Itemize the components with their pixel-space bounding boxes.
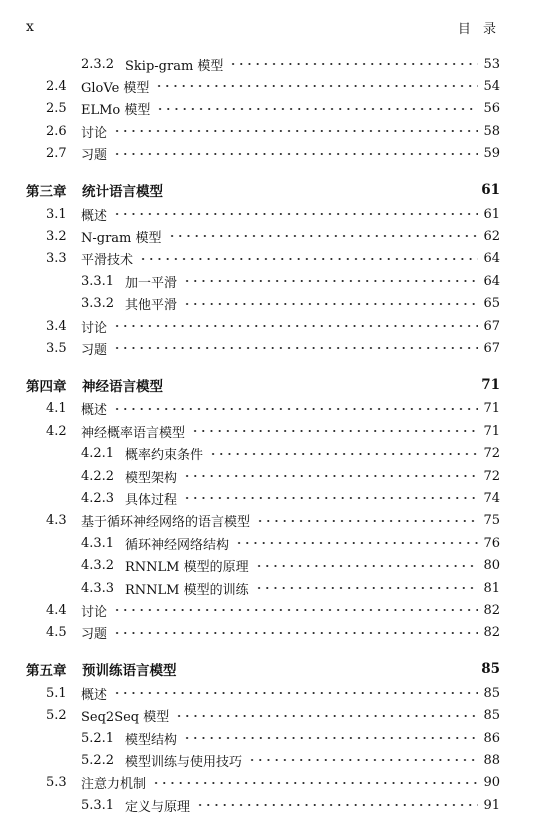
toc-entry-section[interactable] (0, 316, 546, 336)
toc-entry-number: 5.2 (46, 708, 67, 724)
toc-entry-page: 65 (483, 296, 500, 312)
toc-entry-section[interactable] (0, 683, 546, 703)
toc-entry-page: 54 (483, 78, 500, 94)
toc-entry-section[interactable] (0, 600, 546, 620)
toc-entry-number: 4.3.3 (81, 580, 115, 596)
toc-entry-page: 61 (483, 206, 500, 222)
toc-entry-number: 2.5 (46, 101, 67, 117)
toc-entry-title: 模型训练与使用技巧 (125, 754, 243, 770)
dot-leader (235, 538, 478, 548)
toc-entry-section[interactable] (0, 144, 546, 164)
toc-entry-title: 概述 (81, 208, 108, 224)
dot-leader (248, 755, 478, 765)
toc-entry-number: 4.2.1 (81, 446, 115, 462)
toc-entry-page: 80 (483, 558, 500, 574)
toc-entry-page: 71 (483, 401, 500, 417)
toc-entry-page: 56 (483, 101, 500, 117)
toc-entry-number: 3.2 (46, 228, 67, 244)
toc-entry-section[interactable] (0, 773, 546, 793)
toc-entry-title: 基于循环神经网络的语言模型 (81, 515, 251, 531)
toc-entry-subsection[interactable] (0, 466, 546, 486)
toc-entry-title: 神经概率语言模型 (81, 425, 186, 441)
dot-leader (196, 800, 478, 810)
toc-entry-section[interactable] (0, 249, 546, 269)
toc-entry-subsection[interactable] (0, 578, 546, 598)
dot-leader (168, 231, 478, 241)
toc-entry-number: 4.2.3 (81, 490, 115, 506)
toc-entry-section[interactable] (0, 121, 546, 141)
dot-leader (139, 254, 478, 264)
dot-leader (191, 426, 478, 436)
toc-entry-page: 85 (481, 661, 500, 678)
dot-leader (183, 493, 478, 503)
toc-entry-title: 概述 (81, 687, 108, 703)
toc-entry-title: 定义与原理 (125, 799, 191, 815)
toc-entry-number: 4.3 (46, 513, 67, 529)
toc-entry-number: 5.3.1 (81, 797, 115, 813)
dot-leader (183, 733, 478, 743)
dot-leader (152, 778, 478, 788)
toc-entry-number: 第三章 (26, 184, 67, 200)
dot-leader (209, 449, 478, 459)
toc-entry-number: 4.3.2 (81, 558, 115, 574)
toc-entry-title: 模型架构 (125, 470, 178, 486)
dot-leader (113, 343, 478, 353)
toc-entry-title: 习题 (81, 627, 108, 643)
toc-entry-page: 81 (483, 580, 500, 596)
toc-entry-number: 5.1 (46, 685, 67, 701)
dot-leader (113, 628, 478, 638)
dot-leader (255, 583, 478, 593)
toc-entry-page: 59 (483, 146, 500, 162)
toc-entry-page: 61 (481, 182, 500, 198)
toc-entry-title: Skip-gram 模型 (125, 58, 224, 74)
toc-entry-subsection[interactable] (0, 795, 546, 815)
toc-entry-number: 5.2.1 (81, 730, 115, 746)
toc-entry-section[interactable] (0, 399, 546, 419)
toc-entry-number: 2.6 (46, 123, 67, 139)
dot-leader (155, 81, 478, 91)
dot-leader (183, 471, 478, 481)
dot-leader (183, 276, 478, 286)
toc-entry-title: 讨论 (81, 320, 108, 336)
toc-entry-chapter[interactable] (0, 180, 546, 200)
toc-entry-number: 3.4 (46, 318, 67, 334)
toc-entry-title: ELMo 模型 (81, 103, 151, 119)
toc-entry-title: N-gram 模型 (81, 230, 162, 246)
toc-entry-number: 3.1 (46, 206, 67, 222)
dot-leader (255, 561, 478, 571)
toc-entry-page: 62 (483, 228, 500, 244)
toc-entry-title: RNNLM 模型的训练 (125, 582, 249, 598)
toc-entry-number: 3.3.1 (81, 273, 115, 289)
dot-leader (113, 209, 478, 219)
toc-entry-page: 91 (483, 797, 500, 813)
toc-entry-page: 88 (483, 752, 500, 768)
page-number-roman: x (26, 19, 34, 35)
dot-leader (113, 149, 478, 159)
toc-entry-title: Seq2Seq 模型 (81, 710, 170, 726)
toc-entry-section[interactable] (0, 76, 546, 96)
toc-entry-subsection[interactable] (0, 728, 546, 748)
toc-entry-page: 71 (481, 376, 500, 393)
toc-entry-title: 讨论 (81, 604, 108, 620)
toc-entry-page: 53 (483, 56, 500, 72)
toc-entry-page: 82 (483, 625, 500, 641)
toc-entry-title: 概述 (81, 403, 108, 419)
toc-entry-section[interactable] (0, 511, 546, 531)
toc-entry-subsection[interactable] (0, 271, 546, 291)
toc-entry-number: 2.4 (46, 78, 67, 94)
toc-entry-title: 循环神经网络结构 (125, 537, 230, 553)
toc-entry-title: 习题 (81, 148, 108, 164)
toc-entry-page: 67 (483, 318, 500, 334)
toc-entry-title: 统计语言模型 (82, 184, 163, 200)
toc-entry-subsection[interactable] (0, 294, 546, 314)
toc-entry-number: 5.2.2 (81, 752, 115, 768)
toc-entry-subsection[interactable] (0, 750, 546, 770)
toc-entry-number: 第四章 (26, 378, 67, 395)
dot-leader (113, 605, 478, 615)
toc-entry-number: 3.3.2 (81, 296, 115, 312)
dot-leader (256, 516, 478, 526)
toc-entry-subsection[interactable] (0, 444, 546, 464)
page-header (26, 16, 500, 38)
toc-entry-section[interactable] (0, 706, 546, 726)
toc-entry-page: 58 (483, 123, 500, 139)
toc-entry-page: 75 (483, 513, 500, 529)
toc-entry-page: 71 (483, 423, 500, 439)
dot-leader (156, 104, 478, 114)
toc-entry-page: 82 (483, 602, 500, 618)
dot-leader (113, 688, 478, 698)
toc-entry-page: 72 (483, 446, 500, 462)
toc-entry-title: 神经语言模型 (82, 378, 163, 395)
toc-entry-page: 72 (483, 468, 500, 484)
toc-entry-title: 习题 (81, 342, 108, 358)
toc-entry-title: 概率约束条件 (125, 448, 204, 464)
toc-entry-number: 4.1 (46, 401, 67, 417)
toc-entry-subsection[interactable] (0, 54, 546, 74)
toc-entry-subsection[interactable] (0, 488, 546, 508)
toc-entry-number: 2.3.2 (81, 56, 115, 72)
toc-entry-title: 平滑技术 (81, 253, 134, 269)
toc-entry-page: 85 (483, 708, 500, 724)
toc-entry-section[interactable] (0, 226, 546, 246)
toc-entry-number: 4.4 (46, 602, 67, 618)
toc-entry-page: 90 (483, 775, 500, 791)
toc-entry-number: 4.5 (46, 625, 67, 641)
toc-entry-page: 74 (483, 490, 500, 506)
toc-entry-page: 86 (483, 730, 500, 746)
toc-entry-title: 预训练语言模型 (82, 663, 177, 680)
toc-entry-title: GloVe 模型 (81, 80, 150, 96)
toc-entry-chapter[interactable] (0, 375, 546, 395)
toc-entry-subsection[interactable] (0, 533, 546, 553)
toc-entry-section[interactable] (0, 421, 546, 441)
toc-entry-title: 模型结构 (125, 732, 178, 748)
dot-leader (113, 321, 478, 331)
toc-entry-number: 第五章 (26, 663, 67, 680)
toc-entry-number: 3.5 (46, 340, 67, 356)
toc-entry-section[interactable] (0, 204, 546, 224)
toc-entry-number: 4.2.2 (81, 468, 115, 484)
toc-entry-title: RNNLM 模型的原理 (125, 560, 249, 576)
dot-leader (229, 59, 478, 69)
toc-entry-title: 其他平滑 (125, 298, 178, 314)
toc-entry-section[interactable] (0, 623, 546, 643)
dot-leader (183, 299, 478, 309)
dot-leader (175, 711, 478, 721)
toc-entry-page: 64 (483, 273, 500, 289)
toc-entry-page: 85 (483, 685, 500, 701)
toc-entry-title: 注意力机制 (81, 777, 147, 793)
toc-entry-number: 2.7 (46, 146, 67, 162)
toc-entry-chapter[interactable] (0, 659, 546, 679)
toc-entry-page: 64 (483, 251, 500, 267)
toc-entry-number: 5.3 (46, 775, 67, 791)
toc-entry-title: 加一平滑 (125, 275, 178, 291)
toc-entry-title: 讨论 (81, 125, 108, 141)
running-title: 目 录 (457, 21, 500, 37)
toc-entry-page: 76 (483, 535, 500, 551)
toc-entry-title: 具体过程 (125, 492, 178, 508)
toc-entry-section[interactable] (0, 99, 546, 119)
toc-entry-subsection[interactable] (0, 556, 546, 576)
toc-entry-section[interactable] (0, 338, 546, 358)
toc-entry-number: 4.2 (46, 423, 67, 439)
toc-entry-page: 67 (483, 340, 500, 356)
toc-entry-number: 3.3 (46, 251, 67, 267)
toc-entry-number: 4.3.1 (81, 535, 115, 551)
dot-leader (113, 404, 478, 414)
dot-leader (113, 126, 478, 136)
